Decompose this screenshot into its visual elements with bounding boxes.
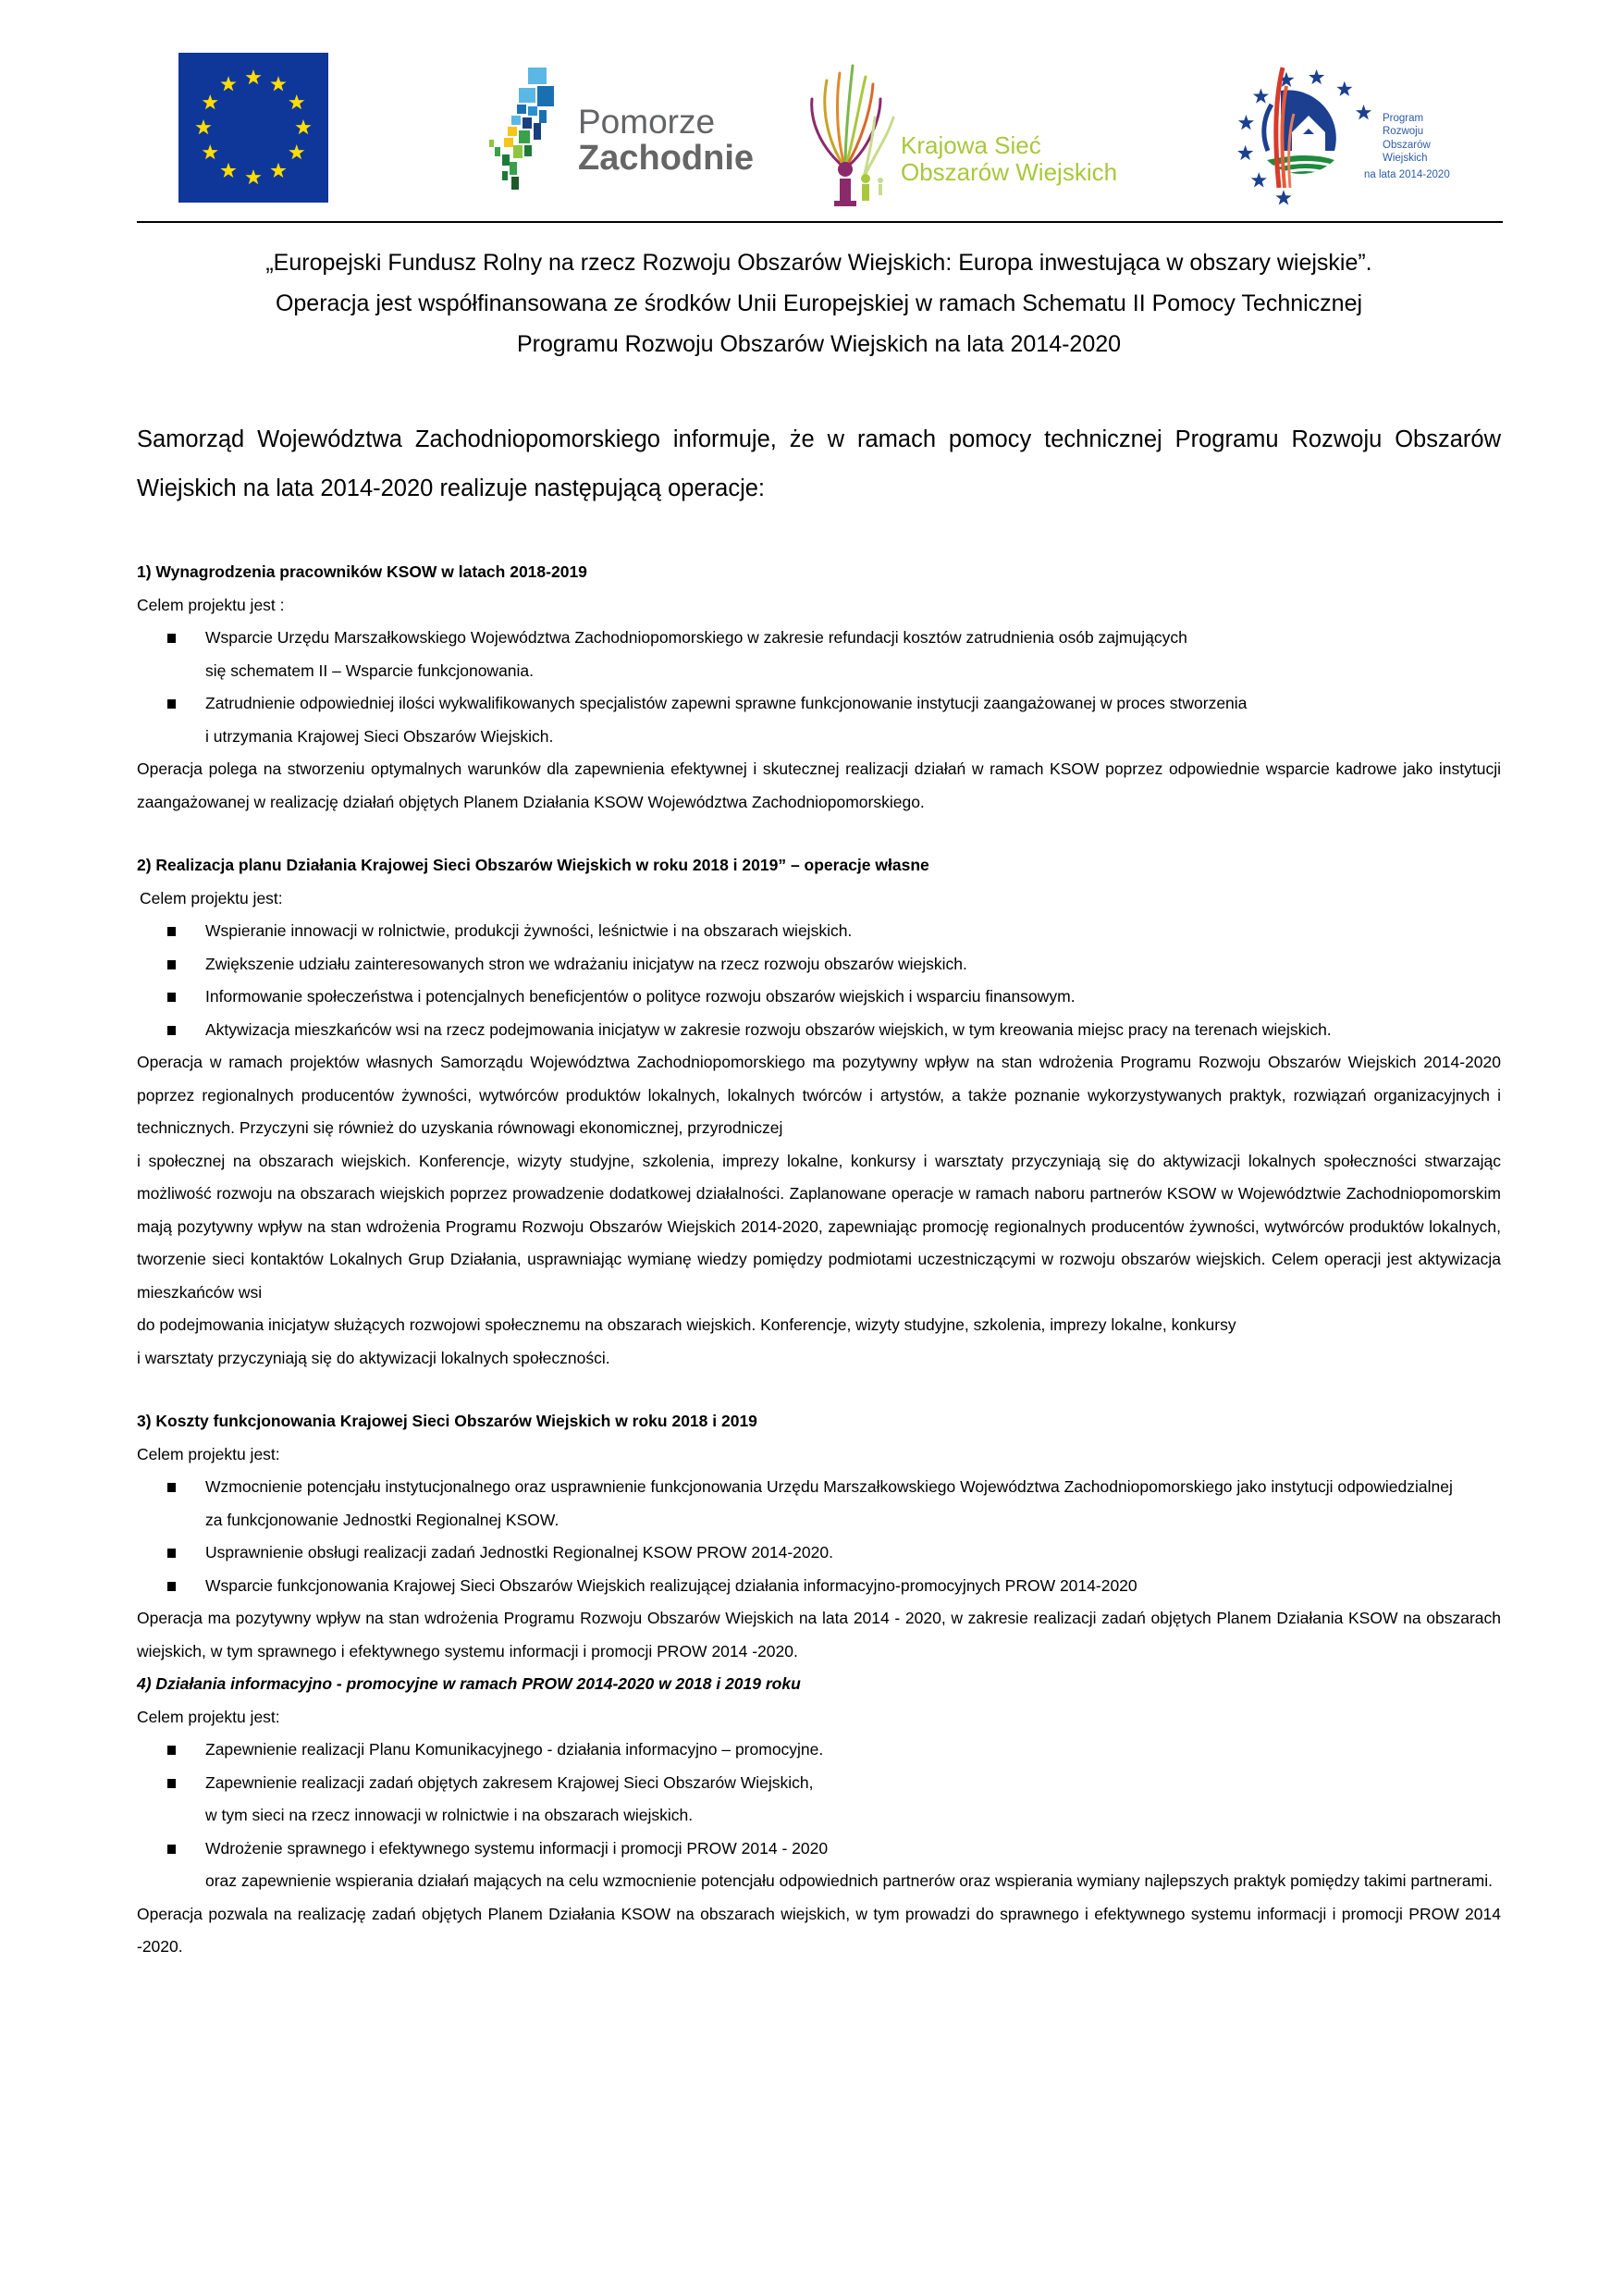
eu-star-icon bbox=[220, 163, 236, 178]
prow-years: na lata 2014-2020 bbox=[1364, 169, 1450, 180]
square-bullet-icon bbox=[167, 699, 176, 709]
section-lead: Celem projektu jest: bbox=[137, 1707, 280, 1726]
list-item: Wsparcie Urzędu Marszałkowskiego Województwa Zachodniopomorskiego w zakresie refundacji kosztów zatrudnienia osób zajmujących się schematem II – Wsparcie funkcjonowania. bbox=[137, 622, 1501, 687]
square-bullet-icon bbox=[167, 1483, 176, 1492]
section-2 bbox=[137, 849, 1501, 1375]
logo-bar bbox=[0, 51, 1623, 208]
list-item: Aktywizacja mieszkańców wsi na rzecz podejmowania inicjatyw w zakresie rozwoju obszarów wiejskich, w tym kreowania miejsc pracy na terenach wiejskich. bbox=[137, 1014, 1501, 1047]
square-bullet-icon bbox=[167, 1549, 176, 1558]
square-bullet-icon bbox=[167, 1746, 176, 1755]
square-bullet-icon bbox=[167, 1779, 176, 1788]
eu-star-icon bbox=[270, 76, 286, 91]
eu-star-icon bbox=[289, 94, 304, 109]
section-paragraph: do podejmowania inicjatyw służących rozwojowi społecznemu na obszarach wiejskich. Konferencje, wizyty studyjne, szkolenia, imprezy lokalne, konkursy bbox=[137, 1315, 1236, 1334]
list-item: Wzmocnienie potencjału instytucjonalnego oraz usprawnienie funkcjonowania Urzędu Marszałkowskiego Województwa Zachodniopomorskiego jako instytucji odpowiedzialnej za funkcjonowanie Jednostki Regionalnej KSOW. bbox=[137, 1471, 1501, 1537]
prow-wordmark: Program Rozwoju Obszarów Wiejskich bbox=[1383, 113, 1431, 165]
prow-star-icon bbox=[1275, 190, 1291, 204]
square-bullet-icon bbox=[167, 993, 176, 1002]
pomorze-zachodnie-wordmark: Pomorze Zachodnie bbox=[578, 103, 755, 178]
square-bullet-icon bbox=[167, 1845, 176, 1854]
pomorze-zachodnie-logo bbox=[486, 68, 755, 197]
eu-star-icon bbox=[203, 94, 218, 109]
prow-star-icon bbox=[1238, 115, 1254, 130]
list-item: Usprawnienie obsługi realizacji zadań Jednostki Regionalnej KSOW PROW 2014-2020. bbox=[137, 1537, 1501, 1570]
section-lead: Celem projektu jest: bbox=[137, 1444, 280, 1463]
square-bullet-icon bbox=[167, 1582, 176, 1591]
list-item: Wsparcie funkcjonowania Krajowej Sieci Obszarów Wiejskich realizującej działania informacyjno-promocyjnych PROW 2014-2020 bbox=[137, 1570, 1501, 1603]
square-bullet-icon bbox=[167, 1026, 176, 1035]
bullet-list bbox=[137, 1471, 1501, 1602]
bullet-list bbox=[137, 622, 1501, 753]
eu-star-icon bbox=[289, 144, 304, 159]
eu-star-icon bbox=[203, 144, 218, 159]
document-body bbox=[137, 242, 1501, 1964]
list-item: Informowanie społeczeństwa i potencjalnych beneficjentów o polityce rozwoju obszarów wiejskich i wsparciu finansowym. bbox=[137, 981, 1501, 1014]
title-line: „Europejski Fundusz Rolny na rzecz Rozwoju Obszarów Wiejskich: Europa inwestująca w obszary wiejskie”. bbox=[265, 250, 1372, 276]
prow-emblem-icon bbox=[1225, 58, 1378, 206]
title-line: Programu Rozwoju Obszarów Wiejskich na lata 2014-2020 bbox=[516, 331, 1122, 357]
list-item: Wdrożenie sprawnego i efektywnego systemu informacji i promocji PROW 2014 - 2020 oraz zapewnienie wspierania działań mających na celu wzmocnienie potencjału odpowiednich partnerów oraz wspierania wymiany najlepszych praktyk pomiędzy takimi partnerami. bbox=[137, 1833, 1501, 1898]
title-line: Operacja jest współfinansowana ze środków Unii Europejskiej w ramach Schematu II Pomocy Technicznej bbox=[275, 290, 1363, 316]
section-paragraph: Operacja polega na stworzeniu optymalnych warunków dla zapewnienia efektywnej i skutecznej realizacji działań w ramach KSOW poprzez odpowiednie wsparcie kadrowe jako instytucji zaangażowanej w realizację działań objętych Planem Działania KSOW Województwa Zachodniopomorskiego. bbox=[137, 759, 1501, 811]
section-heading: 3) Koszty funkcjonowania Krajowej Sieci Obszarów Wiejskich w roku 2018 i 2019 bbox=[137, 1412, 757, 1430]
square-bullet-icon bbox=[167, 927, 176, 936]
list-item: Wspieranie innowacji w rolnictwie, produkcji żywności, leśnictwie i na obszarach wiejskich. bbox=[137, 915, 1501, 948]
ksow-tree-icon bbox=[808, 62, 901, 210]
square-bullet-icon bbox=[167, 960, 176, 969]
section-heading: 1) Wynagrodzenia pracowników KSOW w latach 2018-2019 bbox=[137, 562, 587, 581]
square-bullet-icon bbox=[167, 634, 176, 643]
eu-star-icon bbox=[245, 169, 261, 184]
section-lead: Celem projektu jest : bbox=[137, 595, 285, 614]
eu-star-icon bbox=[270, 163, 286, 178]
pomorze-zachodnie-emblem-icon bbox=[486, 68, 578, 197]
prow-star-icon bbox=[1253, 88, 1269, 103]
section-4 bbox=[137, 1668, 1501, 1964]
bullet-list bbox=[137, 1734, 1501, 1898]
ksow-logo bbox=[808, 62, 1178, 210]
prow-star-icon bbox=[1336, 81, 1352, 96]
section-paragraph: Operacja pozwala na realizację zadań objętych Planem Działania KSOW na obszarach wiejskich, w tym prowadzi do sprawnego i efektywnego systemu informacji i promocji PROW 2014 -2020. bbox=[137, 1904, 1501, 1956]
section-paragraph: i warsztaty przyczyniają się do aktywizacji lokalnych społeczności. bbox=[137, 1348, 610, 1367]
eu-stars-icon bbox=[178, 53, 328, 203]
document-title bbox=[137, 242, 1501, 364]
eu-flag-logo bbox=[178, 53, 328, 203]
eu-star-icon bbox=[220, 76, 236, 91]
section-lead: Celem projektu jest: bbox=[140, 888, 283, 907]
header-divider bbox=[137, 221, 1503, 223]
section-paragraph: i społecznej na obszarach wiejskich. Konferencje, wizyty studyjne, szkolenia, imprezy lokalne, konkursy i warsztaty przyczyniają się do aktywizacji lokalnych społeczności stwarzając możliwość rozwoju na obszarach wiejskich poprzez prowadzenie dodatkowej działalności. Zaplanowane operacje w ramach naboru partnerów KSOW w Województwie Zachodniopomorskim mają pozytywny wpływ na stan wdrożenia Programu Rozwoju Obszarów Wiejskich 2014-2020, zapewniając promocję regionalnych producentów żywności, wytwórców produktów lokalnych, tworzenie sieci kontaktów Lokalnych Grup Działania, usprawniając wymianę wiedzy pomiędzy podmiotami uczestniczącymi w rozwoju obszarów wiejskich. Celem operacji jest aktywizacja mieszkańców wsi bbox=[137, 1151, 1501, 1302]
list-item: Zatrudnienie odpowiedniej ilości wykwalifikowanych specjalistów zapewni sprawne funkcjonowanie instytucji zaangażowanej w proces stworzenia i utrzymania Krajowej Sieci Obszarów Wiejskich. bbox=[137, 687, 1501, 753]
section-3 bbox=[137, 1405, 1501, 1668]
list-item: Zapewnienie realizacji zadań objętych zakresem Krajowej Sieci Obszarów Wiejskich, w tym sieci na rzecz innowacji w rolnictwie i na obszarach wiejskich. bbox=[137, 1767, 1501, 1833]
prow-star-icon bbox=[1309, 69, 1324, 84]
eu-star-icon bbox=[195, 119, 211, 134]
section-heading: 4) Działania informacyjno - promocyjne w ramach PROW 2014-2020 w 2018 i 2019 roku bbox=[137, 1674, 801, 1693]
intro-paragraph: Samorząd Województwa Zachodniopomorskiego informuje, że w ramach pomocy technicznej Programu Rozwoju Obszarów Wiejskich na lata 2014-2020 realizuje następującą operacje: bbox=[137, 426, 1501, 501]
eu-star-icon bbox=[245, 69, 261, 84]
bullet-list bbox=[137, 915, 1501, 1046]
list-item: Zwiększenie udziału zainteresowanych stron we wdrażaniu inicjatyw na rzecz rozwoju obszarów wiejskich. bbox=[137, 948, 1501, 981]
section-paragraph: Operacja ma pozytywny wpływ na stan wdrożenia Programu Rozwoju Obszarów Wiejskich na lata 2014 - 2020, w zakresie realizacji zadań objętych Planem Działania KSOW na obszarach wiejskich, w tym sprawnego i efektywnego systemu informacji i promocji PROW 2014 -2020. bbox=[137, 1609, 1501, 1660]
prow-star-icon bbox=[1356, 105, 1371, 119]
prow-star-icon bbox=[1237, 145, 1253, 160]
section-paragraph: Operacja w ramach projektów własnych Samorządu Województwa Zachodniopomorskiego ma pozytywny wpływ na stan wdrożenia Programu Rozwoju Obszarów Wiejskich 2014-2020 poprzez regionalnych producentów żywności, wytwórców produktów lokalnych, lokalnych twórców i artystów, a także poznanie wykorzystywanych praktyk, rozwiązań organizacyjnych i technicznych. Przyczyni się również do uzyskania równowagi ekonomicznej, przyrodniczej bbox=[137, 1053, 1501, 1137]
ksow-wordmark: Krajowa Sieć Obszarów Wiejskich bbox=[901, 131, 1118, 186]
section-heading: 2) Realizacja planu Działania Krajowej Sieci Obszarów Wiejskich w roku 2018 i 2019” – operacje własne bbox=[137, 856, 929, 874]
prow-logo bbox=[1225, 58, 1484, 206]
eu-star-icon bbox=[295, 119, 311, 134]
list-item: Zapewnienie realizacji Planu Komunikacyjnego - działania informacyjno – promocyjne. bbox=[137, 1734, 1501, 1767]
section-1 bbox=[137, 556, 1501, 819]
prow-star-icon bbox=[1251, 172, 1267, 187]
